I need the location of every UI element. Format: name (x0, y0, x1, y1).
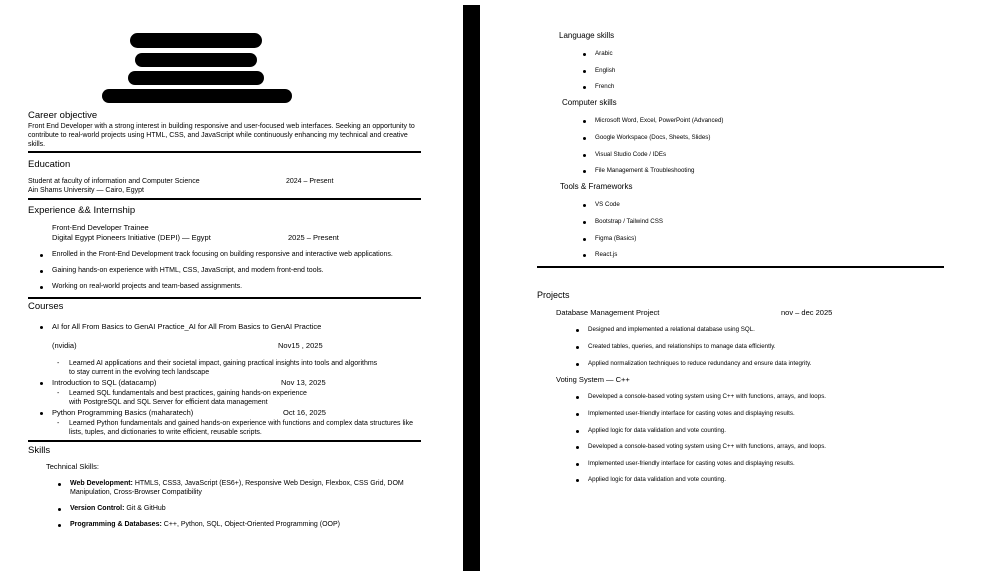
technical-skills-heading: Technical Skills: (46, 462, 99, 471)
project-2-name: Voting System (556, 375, 604, 384)
course-1-date: Nov15 , 2025 (278, 341, 323, 350)
course-2-detail-1: - Learned SQL fundamentals and best practices, gaining hands-on experience (69, 390, 307, 399)
career-objective-line-1: Front End Developer with a strong interest in building responsive and user-focused web interfaces. Seeking an opportunity to (28, 123, 415, 130)
language-item: Arabic (595, 50, 613, 57)
course-3-detail-2: lists, tuples, and dictionaries to write efficient, reusable scripts. (69, 429, 262, 436)
education-line-2: Ain Shams University — Cairo, Egypt (28, 187, 144, 194)
course-3-date: Oct 16, 2025 (283, 408, 326, 417)
experience-bullet: Enrolled in the Front-End Development track focusing on building responsive and interactive web applications. (52, 251, 393, 258)
skill-vc-label: Version Control: (70, 505, 125, 512)
language-item: French (595, 83, 615, 90)
skill-version-control (70, 505, 166, 514)
divider (28, 198, 421, 200)
career-objective-line-3: skills. (28, 141, 46, 148)
skill-web-text-2: Manipulation, Cross-Browser Compatibility (70, 489, 202, 496)
language-skills-heading: Language skills (559, 31, 615, 40)
divider (28, 151, 421, 153)
computer-skill-item: Microsoft Word, Excel, PowerPoint (Advanced) (595, 117, 724, 124)
experience-bullet: Gaining hands-on experience with HTML, CSS, JavaScript, and modern front-end tools. (52, 267, 324, 274)
course-1-title: AI for All From Basics to GenAI Practice_AI for All From Basics to GenAI Practice (52, 322, 322, 331)
redacted-contact-bar-1 (135, 53, 257, 67)
skill-programming (70, 521, 340, 530)
project-1-item: Designed and implemented a relational database using SQL. (588, 326, 755, 333)
courses-heading: Courses (28, 301, 64, 312)
computer-skill-item: Visual Studio Code / IDEs (595, 151, 667, 158)
skills-heading: Skills (28, 445, 51, 456)
divider (28, 297, 421, 299)
course-3-title: Python Programming Basics (maharatech) (52, 408, 194, 417)
course-1-detail-1: - Learned AI applications and their societal impact, gaining practical insights into tools and algorithms (69, 360, 377, 369)
project-2-item: Developed a console-based voting system using C++ with functions, arrays, and loops. (588, 443, 827, 450)
project-2-item: Applied logic for data validation and vote counting. (588, 476, 726, 483)
tool-item: VS Code (595, 201, 620, 208)
course-2-date: Nov 13, 2025 (281, 378, 326, 387)
tools-heading: Tools & Frameworks (560, 182, 633, 191)
project-2-lang: — C++ (603, 375, 630, 384)
project-1-item: Created tables, queries, and relationships to manage data efficiently. (588, 343, 776, 350)
project-1-date: nov – dec 2025 (781, 308, 833, 317)
course-2-title: Introduction to SQL (datacamp) (52, 378, 157, 387)
skill-web-text: HTMLS, CSS3, JavaScript (ES6+), Responsive Web Design, Flexbox, CSS Grid, DOM (132, 480, 404, 487)
tool-item: React.js (595, 251, 618, 258)
skill-prog-text: C++, Python, SQL, Object-Oriented Programming (OOP) (161, 521, 340, 528)
education-heading: Education (28, 159, 71, 170)
divider (537, 266, 944, 268)
skill-vc-text: Git & GitHub (124, 505, 166, 512)
computer-skill-item: Google Workspace (Docs, Sheets, Slides) (595, 134, 711, 141)
course-2-detail-2: with PostgreSQL and SQL Server for efficient data management (69, 399, 268, 406)
skill-prog-label: Programming & Databases: (70, 521, 162, 528)
redacted-name-bar (130, 33, 262, 48)
experience-role: Front-End Developer Trainee (52, 223, 149, 232)
education-date: 2024 – Present (286, 178, 334, 185)
experience-org: Digital Egypt Pioneers Initiative (DEPI) — Egypt (52, 233, 211, 242)
experience-bullet: Working on real-world projects and team-based assignments. (52, 283, 243, 290)
project-2-item: Developed a console-based voting system using C++ with functions, arrays, and loops. (588, 393, 827, 400)
redacted-contact-bar-2 (128, 71, 264, 85)
experience-heading: Experience && Internship (28, 205, 136, 216)
skill-web-development (70, 480, 404, 489)
project-2-item: Implemented user-friendly interface for casting votes and displaying results. (588, 460, 795, 467)
computer-skills-heading: Computer skills (562, 98, 617, 107)
course-3-detail-1: - Learned Python fundamentals and gained hands-on experience with functions and complex data structures like (69, 420, 413, 429)
education-line-1: Student at faculty of information and Computer Science (28, 178, 200, 185)
project-2-title (556, 376, 630, 385)
career-objective-line-2: contribute to real-world projects using HTML, CSS, and JavaScript while continuously enhancing my technical and creative (28, 132, 408, 139)
projects-heading: Projects (537, 290, 570, 300)
project-1-item: Applied normalization techniques to reduce redundancy and ensure data integrity. (588, 360, 812, 367)
redacted-contact-bar-3 (102, 89, 292, 103)
computer-skill-item: File Management & Troubleshooting (595, 167, 695, 174)
project-1-title: Database Management Project (556, 308, 660, 317)
course-1-org: (nvidia) (52, 341, 77, 350)
page-divider (463, 5, 480, 571)
tool-item: Figma (Basics) (595, 235, 637, 242)
experience-date: 2025 – Present (288, 233, 339, 242)
project-2-item: Implemented user-friendly interface for casting votes and displaying results. (588, 410, 795, 417)
skill-web-label: Web Development: (70, 480, 133, 487)
tool-item: Bootstrap / Tailwind CSS (595, 218, 663, 225)
course-1-detail-2: to stay current in the evolving tech landscape (69, 369, 210, 376)
language-item: English (595, 67, 616, 74)
career-objective-heading: Career objective (28, 110, 98, 121)
divider (28, 440, 421, 442)
project-2-item: Applied logic for data validation and vote counting. (588, 427, 726, 434)
